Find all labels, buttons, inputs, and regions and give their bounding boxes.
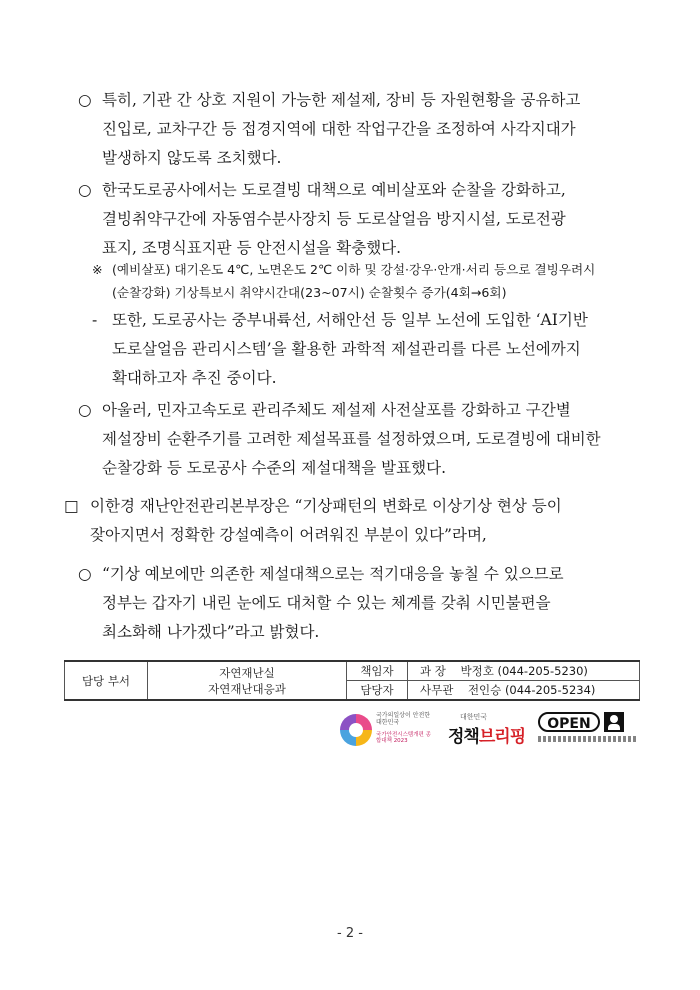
- dept-line: 자연재난실: [219, 665, 275, 680]
- text-line: 또한, 도로공사는 중부내륙선, 서해안선 등 일부 노선에 도입한 ‘AI기반: [112, 311, 588, 329]
- text-line: 제설장비 순환주기를 고려한 제설목표를 설정하였으며, 도로결빙에 대비한: [102, 430, 601, 448]
- logo-strip: [330, 708, 640, 752]
- dept-label: 담당 부서: [65, 661, 148, 700]
- logo-b-part-1: 정책: [448, 727, 479, 747]
- note-line: (예비살포) 대기온도 4℃, 노면온도 2℃ 이하 및 강설·강우·안개·서리 등으로 결빙우려시: [112, 262, 596, 277]
- role-cell: 담당자: [347, 681, 408, 701]
- text-line: 순찰강화 등 도로공사 수준의 제설대책을 발표했다.: [102, 459, 446, 477]
- text-line: 표지, 조명식표지판 등 안전시설을 확충했다.: [102, 239, 402, 257]
- person-cell: [408, 661, 640, 681]
- person-phone: (044-205-5230): [497, 664, 588, 678]
- person-name: 박정호: [460, 664, 494, 678]
- note-line: (순찰강화) 기상특보시 취약시간대(23~07시) 순찰횟수 증가(4회→6회): [112, 285, 507, 300]
- person-phone: (044-205-5234): [504, 683, 596, 697]
- license-caption: [538, 736, 638, 742]
- attribution-icon: [604, 712, 624, 732]
- reference-note: [92, 258, 652, 304]
- person-title: 과 장: [420, 664, 446, 678]
- policy-briefing-logo: [448, 708, 530, 752]
- person-title: 사무관: [420, 683, 454, 697]
- text-line: 이한경 재난안전관리본부장은 “기상패턴의 변화로 이상기상 현상 등이: [90, 497, 562, 515]
- person-cell: [408, 681, 640, 701]
- dept-line: 자연재난대응과: [208, 681, 286, 696]
- logo-b-big-text: [448, 722, 525, 747]
- circle-bullet: ○: [78, 91, 92, 109]
- text-line: 진입로, 교차구간 등 접경지역에 대한 작업구간을 조정하여 사각지대가: [102, 120, 576, 138]
- text-line: 잦아지면서 정확한 강설예측이 어려워진 부분이 있다”라며,: [90, 526, 487, 544]
- logo-b-small-text: 대한민국: [460, 713, 488, 721]
- note-mark: ※: [92, 262, 103, 277]
- person-name: 전인승: [467, 683, 502, 697]
- paragraph-2: [78, 176, 648, 263]
- text-line: 결빙취약구간에 자동염수분사장치 등 도로살얼음 방지시설, 도로전광: [102, 210, 566, 228]
- text-line: 아울러, 민자고속도로 관리주체도 제설제 사전살포를 강화하고 구간별: [102, 401, 571, 419]
- table-row: [65, 661, 640, 681]
- paragraph-3: [78, 396, 648, 483]
- role-cell: 책임자: [347, 661, 408, 681]
- dash-paragraph: [92, 306, 652, 393]
- safety-korea-logo: [340, 710, 432, 750]
- square-bullet: □: [64, 497, 79, 515]
- circle-bullet: ○: [78, 401, 92, 419]
- text-line: 최소화해 나가겠다”라고 밝혔다.: [102, 623, 320, 641]
- safety-emblem-icon: [340, 714, 372, 746]
- dash-bullet: -: [92, 311, 98, 329]
- circle-bullet: ○: [78, 181, 92, 199]
- page-number: - 2 -: [337, 926, 363, 941]
- paragraph-5: [78, 560, 648, 647]
- quote-paragraph: [64, 492, 654, 550]
- text-line: 발생하지 않도록 조치했다.: [102, 149, 282, 167]
- paragraph-1: [78, 86, 648, 173]
- logo-a-bottom-text: 국가안전시스템개편 종합대책 2023: [376, 732, 431, 744]
- text-line: 정부는 갑자기 내린 눈에도 대처할 수 있는 체계를 갖춰 시민불편을: [102, 594, 551, 612]
- circle-bullet: ○: [78, 565, 92, 583]
- contact-table: [64, 660, 640, 701]
- logo-a-top-text: 국가의일상이 안전한 대한민국: [376, 712, 431, 726]
- text-line: “기상 예보에만 의존한 제설대책으로는 적기대응을 놓칠 수 있으므로: [102, 565, 564, 583]
- open-text: OPEN: [538, 712, 600, 732]
- text-line: 한국도로공사에서는 도로결빙 대책으로 예비살포와 순찰을 강화하고,: [102, 181, 566, 199]
- open-license-logo: [538, 712, 638, 748]
- text-line: 도로살얼음 관리시스템’을 활용한 과학적 제설관리를 다른 노선에까지: [112, 340, 581, 358]
- text-line: 특히, 기관 간 상호 지원이 가능한 제설제, 장비 등 자원현황을 공유하고: [102, 91, 581, 109]
- text-line: 확대하고자 추진 중이다.: [112, 369, 277, 387]
- logo-b-part-2: 브리핑: [478, 727, 526, 747]
- dept-name: [148, 661, 347, 700]
